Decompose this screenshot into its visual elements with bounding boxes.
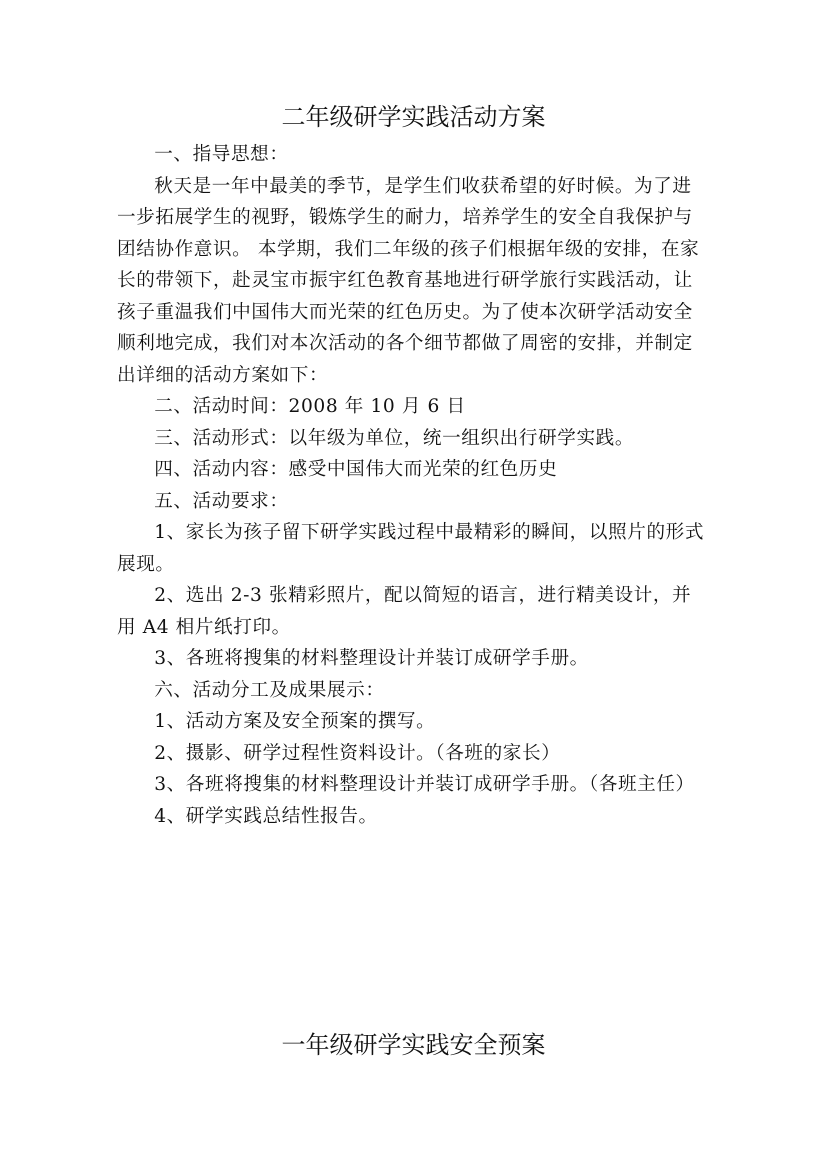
division-item: 1、活动方案及安全预案的撰写。 (154, 711, 436, 732)
division-item: 2、摄影、研学过程性资料设计。（各班的家长） (154, 742, 561, 764)
requirement-item: 3、各班将搜集的材料整理设计并装订成研学手册。 (154, 648, 589, 669)
activity-form: 三、活动形式：以年级为单位，统一组织出行研学实践。 (154, 427, 635, 449)
document-title: 二年级研学实践活动方案 (281, 103, 546, 131)
requirements-heading: 五、活动要求： (154, 490, 289, 512)
requirement-item: 2、选出 2-3 张精彩照片，配以简短的语言，进行精美设计，并用 A4 相片纸打印。 (117, 585, 692, 638)
next-document-title: 一年级研学实践安全预案 (281, 1031, 546, 1059)
guidance-paragraph: 秋天是一年中最美的季节，是学生们收获希望的好时候。为了进一步拓展学生的视野，锻炼学生的耐力，培养学生的安全自我保护与团结协作意识。 本学期，我们二年级的孩子们根据年级的安排，在家长的带领下，赴灵宝市振宇红色教育基地进行研学旅行实践活动，让孩子重温我们中国伟大而光荣的红色历史。为了使本次研学活动安全顺利地完成，我们对本次活动的各个细节都做了周密的安排，并制定出详细的活动方案如下： (117, 175, 700, 386)
division-heading: 六、活动分工及成果展示： (154, 679, 385, 701)
document-body (117, 139, 707, 832)
activity-content: 四、活动内容：感受中国伟大而光荣的红色历史 (154, 459, 558, 480)
division-item: 3、各班将搜集的材料整理设计并装订成研学手册。（各班主任） (154, 774, 695, 795)
division-item: 4、研学实践总结性报告。 (154, 805, 378, 827)
activity-time: 二、活动时间：2008 年 10 月 6 日 (154, 396, 466, 417)
section-guidance-heading: 一、指导思想： (154, 144, 289, 165)
requirement-item: 1、家长为孩子留下研学实践过程中最精彩的瞬间，以照片的形式展现。 (117, 522, 705, 575)
